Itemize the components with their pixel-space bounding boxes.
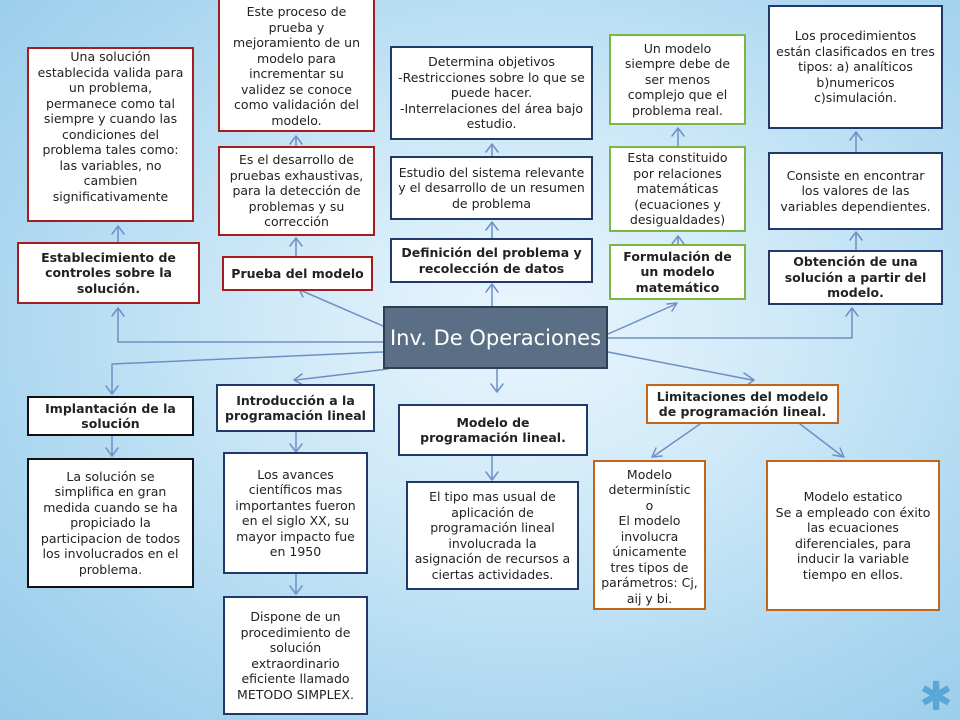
prueba-label: Prueba del modelo xyxy=(231,265,364,281)
definicion-box xyxy=(390,238,593,283)
arrowhead-obtencion-variables xyxy=(850,232,862,240)
link-center-introduccion xyxy=(296,369,388,380)
arrowhead-implantacion-desc xyxy=(106,448,118,456)
controles-box xyxy=(17,242,200,304)
obtencion-box xyxy=(768,250,943,305)
simple-description-text: Un modelo siempre debe de ser menos complejo que el problema real. xyxy=(624,40,731,118)
star-icon: ✱ xyxy=(919,674,953,720)
arrowhead-modelopl-asignacion xyxy=(486,472,498,480)
introduccion-box xyxy=(216,384,375,432)
relaciones-description-box xyxy=(609,146,746,232)
arrowhead-definicion-estudio xyxy=(486,222,498,230)
asignacion-description-box xyxy=(406,481,579,590)
deterministico-description-text: Modelo determinístic o El modelo involucra únicamente tres tipos de parámetros: Cj, aij y bi. xyxy=(601,466,698,606)
procedimientos-description-box xyxy=(768,5,943,129)
simple-description-box xyxy=(609,34,746,125)
deterministico-description-box xyxy=(593,460,706,610)
estatico-description-text: Modelo estatico Se a empleado con éxito las ecuaciones diferenciales, para inducir la variable tiempo en ellos. xyxy=(775,489,931,582)
relaciones-description-text: Esta constituido por relaciones matemáticas (ecuaciones y desigualdades) xyxy=(627,150,728,228)
avances-description-text: Los avances científicos mas importantes fueron en el siglo XX, su mayor impacto fue en 1950 xyxy=(235,466,356,559)
estatico-description-box xyxy=(766,460,940,611)
arrowhead-limitaciones-estatico xyxy=(833,448,844,457)
prueba-description-text: Es el desarrollo de pruebas exhaustivas, para la detección de problemas y su corrección xyxy=(229,152,364,230)
validacion-description-text: Este proceso de prueba y mejoramiento de un modelo para incrementar su validez se conoce como validación del modelo. xyxy=(232,4,360,128)
obtencion-label: Obtención de una solución a partir del modelo. xyxy=(784,254,927,301)
arrowhead-controles-desc xyxy=(112,226,124,234)
arrowhead-definicion xyxy=(486,284,498,292)
simplex-description-box xyxy=(223,596,368,715)
arrowhead-formulacion-relaciones xyxy=(672,236,684,244)
implantacion-label: Implantación de la solución xyxy=(45,400,176,431)
variables-description-text: Consiste en encontrar los valores de las variables dependientes. xyxy=(780,167,931,214)
implantacion-description-box xyxy=(27,458,194,588)
arrowhead-introduccion-avances xyxy=(290,444,302,452)
center-topic xyxy=(383,306,608,369)
link-center-controles xyxy=(118,310,383,342)
introduccion-label: Introducción a la programación lineal xyxy=(225,392,366,423)
arrowhead-formulacion xyxy=(667,303,677,311)
link-center-limitaciones xyxy=(608,352,752,380)
implantacion-box xyxy=(27,396,194,436)
link-limitaciones-deterministico xyxy=(654,424,700,456)
modelo-pl-label: Modelo de programación lineal. xyxy=(420,414,566,445)
estudio-description-box xyxy=(390,156,593,220)
formulacion-label: Formulación de un modelo matemático xyxy=(623,248,732,295)
arrowhead-limitaciones-deterministico xyxy=(652,448,662,457)
center-topic-label: Inv. De Operaciones xyxy=(389,325,602,350)
avances-description-box xyxy=(223,452,368,574)
simplex-description-text: Dispone de un procedimiento de solución extraordinario eficiente llamado METODO SIMPLEX. xyxy=(237,609,354,702)
controles-label: Establecimiento de controles sobre la solución. xyxy=(41,249,176,296)
arrowhead-prueba-validacion xyxy=(290,136,302,144)
arrowhead-controles xyxy=(112,308,124,316)
arrowhead-variables-procedimientos xyxy=(850,132,862,140)
validacion-description-box xyxy=(218,0,375,132)
objetivos-description-box xyxy=(390,46,593,140)
formulacion-box xyxy=(609,244,746,300)
modelo-pl-box xyxy=(398,404,588,456)
definicion-label: Definición del problema y recolección de datos xyxy=(401,245,582,276)
objetivos-description-text: Determina objetivos -Restricciones sobre lo que se puede hacer. -Interrelaciones del área bajo estudio. xyxy=(398,54,585,132)
link-limitaciones-estatico xyxy=(800,424,842,456)
link-center-obtencion xyxy=(608,310,852,338)
arrowhead-obtencion xyxy=(846,308,858,316)
limitaciones-box xyxy=(646,384,839,424)
link-center-formulacion xyxy=(608,304,676,334)
controles-description-box xyxy=(27,47,194,222)
variables-description-box xyxy=(768,152,943,230)
implantacion-description-text: La solución se simplifica en gran medida cuando se ha propiciado la participacion de todos los involucrados en el problema. xyxy=(40,468,181,577)
prueba-description-box xyxy=(218,146,375,236)
limitaciones-label: Limitaciones del modelo de programación lineal. xyxy=(656,388,829,419)
controles-description-text: Una solución establecida valida para un problema, permanece como tal siempre y cuando las condiciones del problema tales como: las variables, no cambien significativamente xyxy=(37,49,184,204)
arrowhead-relaciones-simple xyxy=(672,128,684,136)
asignacion-description-text: El tipo mas usual de aplicación de programación lineal involucrada la asignación de recursos a ciertas actividades. xyxy=(414,489,571,582)
estudio-description-text: Estudio del sistema relevante y el desarrollo de un resumen de problema xyxy=(398,164,585,211)
arrowhead-implantacion xyxy=(106,386,118,394)
procedimientos-description-text: Los procedimientos están clasificados en tres tipos: a) analíticos b)numericos c)simulación. xyxy=(776,28,935,106)
arrowhead-estudio-objetivos xyxy=(486,144,498,152)
arrowhead-prueba-desc xyxy=(290,238,302,246)
arrowhead-avances-simplex xyxy=(290,586,302,594)
arrowhead-modelopl xyxy=(491,384,503,392)
prueba-box xyxy=(222,256,373,291)
link-center-prueba xyxy=(300,290,383,326)
